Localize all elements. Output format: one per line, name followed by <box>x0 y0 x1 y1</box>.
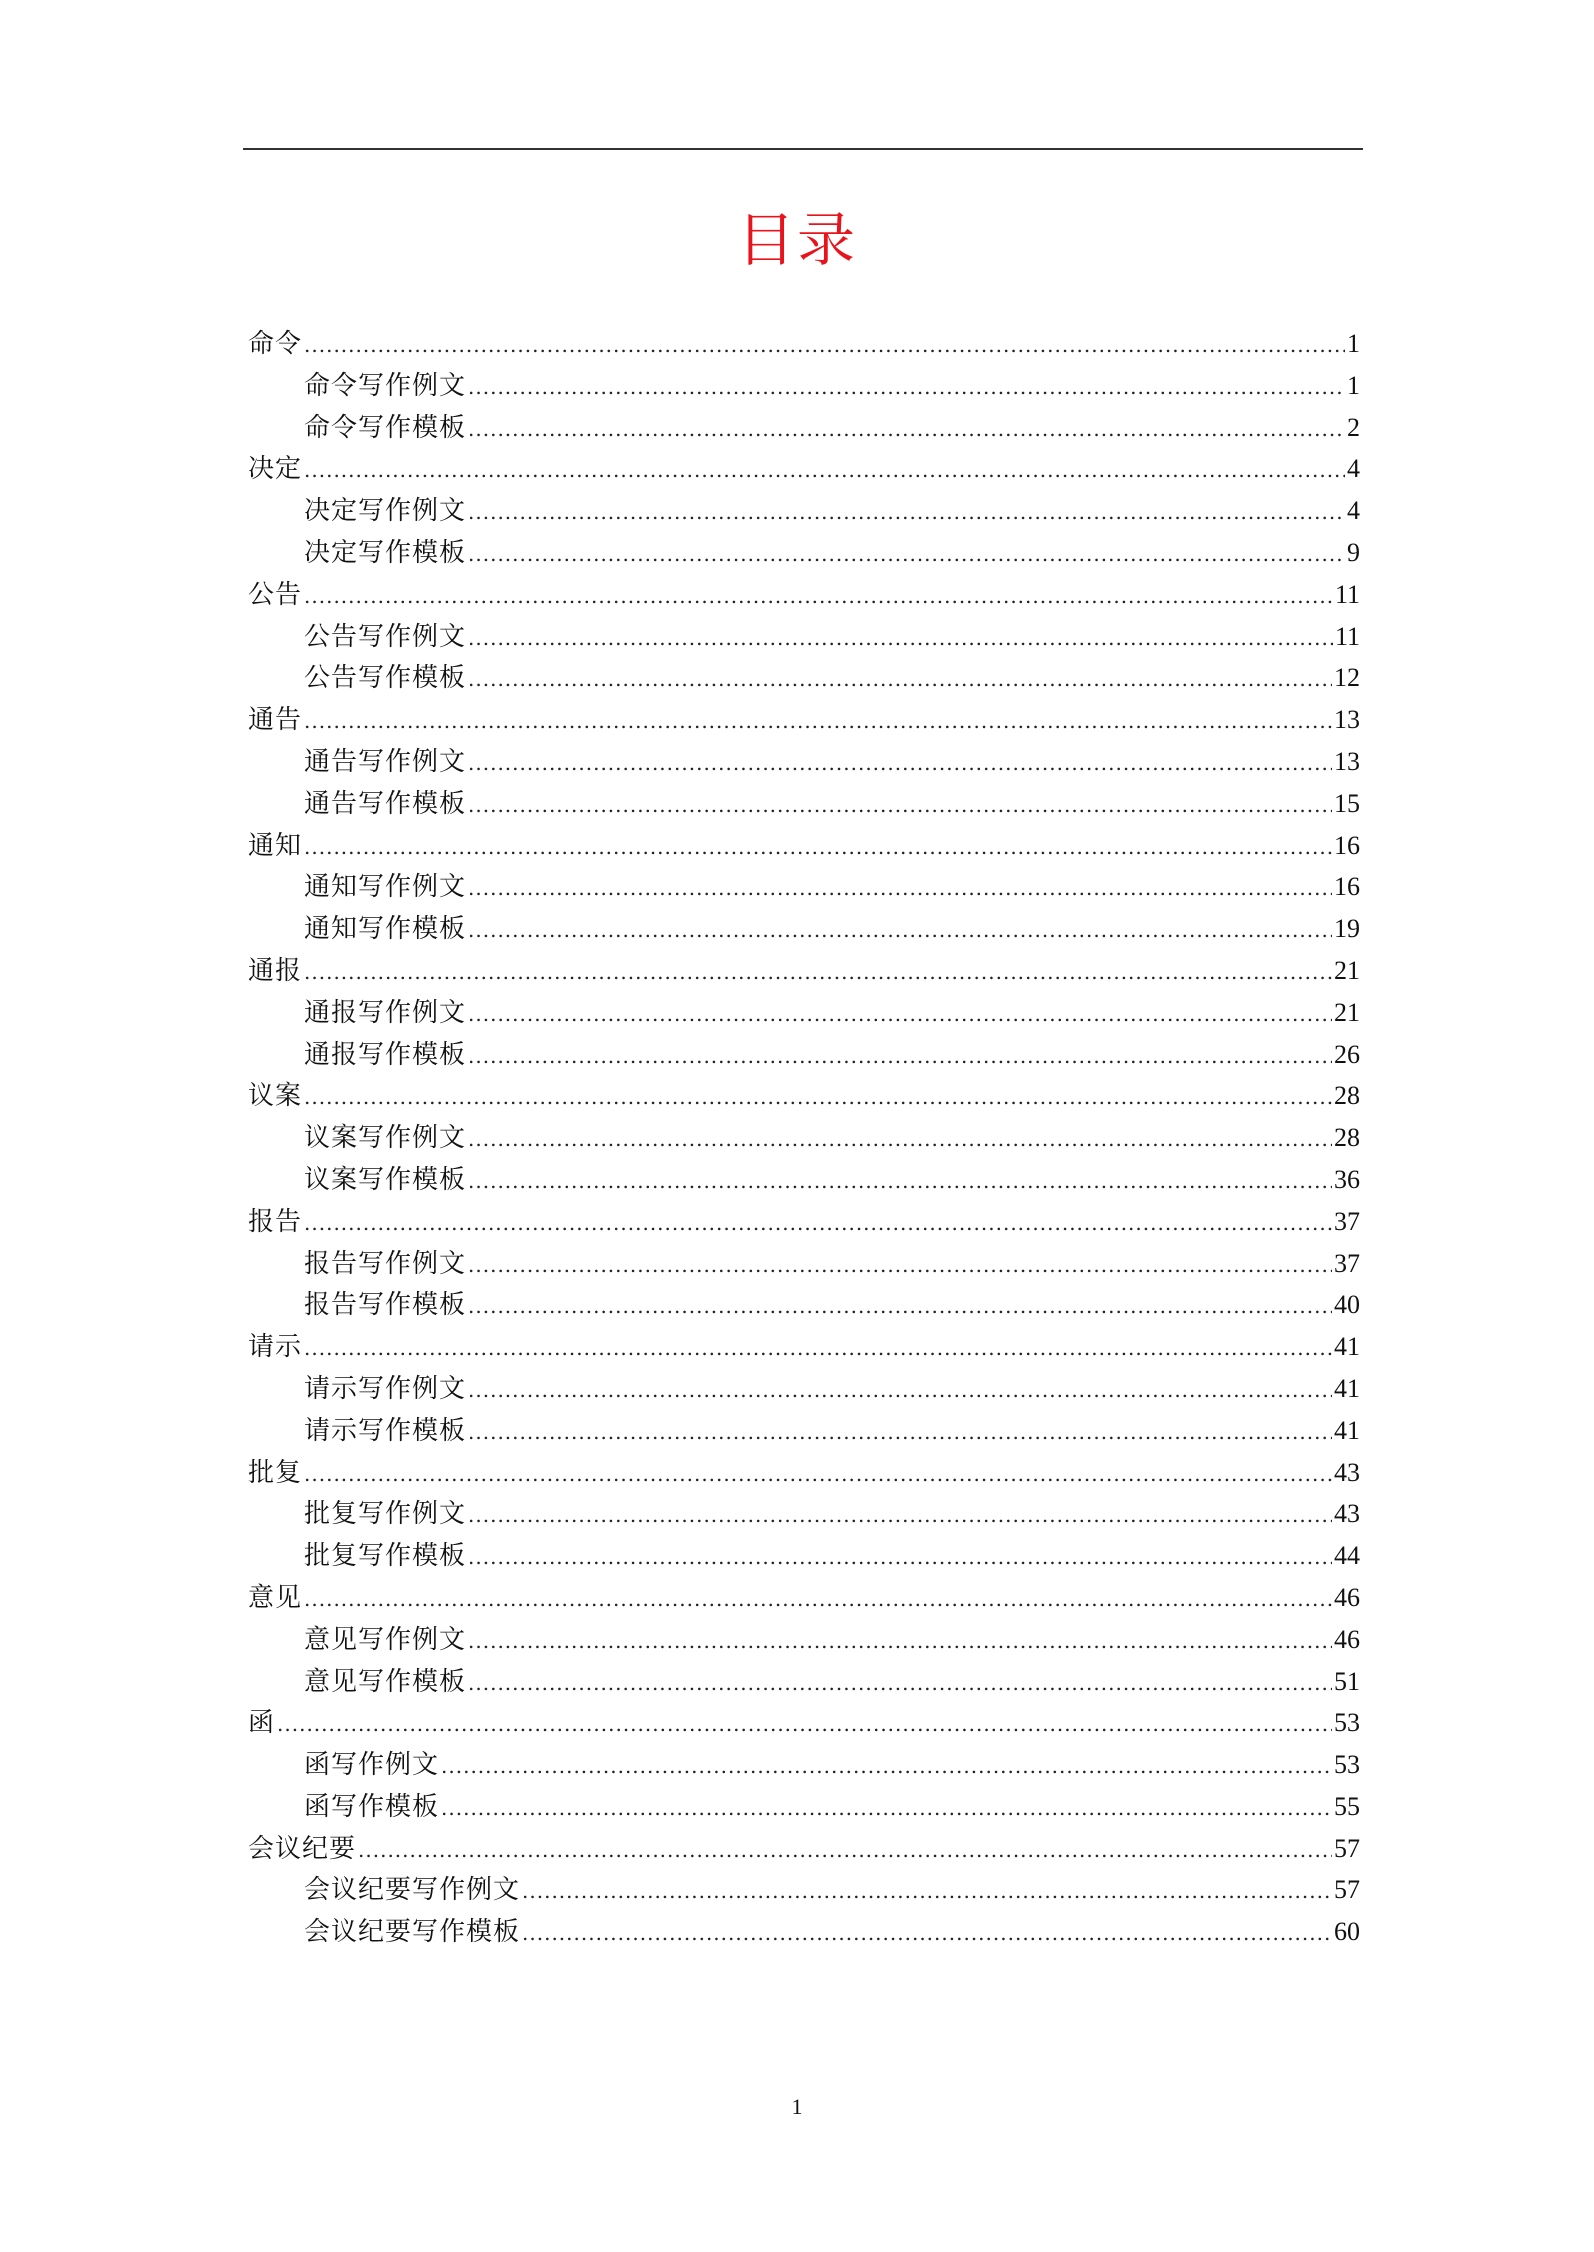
toc-dot-leader <box>468 743 1332 785</box>
toc-dot-leader <box>468 1537 1332 1579</box>
toc-entry-page-number: 41 <box>1334 1373 1360 1403</box>
toc-dot-leader <box>522 1871 1332 1913</box>
toc-section-entry[interactable] <box>248 1535 1360 1577</box>
toc-entry-page-number: 11 <box>1334 621 1360 651</box>
toc-entry-page-number: 60 <box>1334 1917 1360 1947</box>
toc-entry-page-number: 16 <box>1334 872 1360 902</box>
toc-dot-leader <box>468 868 1332 910</box>
toc-entry-page-number: 43 <box>1334 1499 1360 1529</box>
toc-entry-page-number: 21 <box>1334 955 1360 985</box>
toc-entry-label: 会议纪要 <box>248 1833 357 1864</box>
toc-section-entry[interactable] <box>248 1243 1360 1285</box>
toc-dot-leader <box>468 409 1345 451</box>
toc-chapter-entry[interactable] <box>248 1326 1360 1368</box>
toc-entry-page-number: 13 <box>1334 705 1360 735</box>
toc-dot-leader <box>468 1119 1332 1161</box>
toc-entry-page-number: 19 <box>1334 914 1360 944</box>
toc-section-entry[interactable] <box>248 1117 1360 1159</box>
toc-dot-leader <box>304 325 1345 367</box>
toc-entry-label: 通知写作模板 <box>304 914 467 945</box>
toc-dot-leader <box>468 1245 1332 1287</box>
toc-dot-leader <box>304 450 1345 492</box>
toc-entry-page-number: 53 <box>1334 1750 1360 1780</box>
toc-entry-label: 函写作例文 <box>304 1750 440 1781</box>
toc-dot-leader <box>468 1161 1332 1203</box>
toc-entry-label: 通告写作模板 <box>304 788 467 819</box>
toc-list <box>248 323 1360 1953</box>
toc-entry-label: 通知写作例文 <box>304 872 467 903</box>
toc-chapter-entry[interactable] <box>248 950 1360 992</box>
toc-section-entry[interactable] <box>248 1034 1360 1076</box>
toc-entry-page-number: 13 <box>1334 746 1360 776</box>
toc-entry-label: 报告写作模板 <box>304 1290 467 1321</box>
toc-entry-page-number: 57 <box>1334 1833 1360 1863</box>
toc-entry-page-number: 1 <box>1347 329 1360 358</box>
toc-entry-label: 议案写作例文 <box>304 1123 467 1154</box>
toc-entry-page-number: 57 <box>1334 1875 1360 1905</box>
toc-dot-leader <box>468 1286 1332 1328</box>
toc-entry-page-number: 16 <box>1334 830 1360 860</box>
toc-entry-label: 会议纪要写作例文 <box>304 1875 521 1906</box>
toc-entry-page-number: 12 <box>1334 663 1360 693</box>
toc-entry-page-number: 4 <box>1347 454 1360 484</box>
toc-entry-page-number: 51 <box>1334 1666 1360 1696</box>
page-number: 1 <box>791 2094 803 2119</box>
toc-chapter-entry[interactable] <box>248 574 1360 616</box>
toc-chapter-entry[interactable] <box>248 1577 1360 1619</box>
toc-entry-page-number: 11 <box>1334 579 1360 609</box>
toc-entry-label: 通告 <box>248 705 303 736</box>
toc-entry-label: 通报写作例文 <box>304 997 467 1028</box>
toc-dot-leader <box>304 1328 1332 1370</box>
toc-dot-leader <box>468 1412 1332 1454</box>
toc-title: 目录 <box>736 206 857 274</box>
toc-section-entry[interactable] <box>248 1159 1360 1201</box>
toc-entry-page-number: 15 <box>1334 788 1360 818</box>
toc-chapter-entry[interactable] <box>248 1828 1360 1870</box>
toc-section-entry[interactable] <box>248 783 1360 825</box>
toc-dot-leader <box>468 1036 1332 1078</box>
toc-chapter-entry[interactable] <box>248 1075 1360 1117</box>
toc-section-entry[interactable] <box>248 1661 1360 1703</box>
toc-entry-page-number: 41 <box>1334 1332 1360 1362</box>
toc-entry-page-number: 55 <box>1334 1791 1360 1821</box>
toc-entry-label: 命令 <box>248 329 303 359</box>
toc-entry-label: 公告 <box>248 579 303 610</box>
toc-entry-page-number: 36 <box>1334 1164 1360 1194</box>
toc-dot-leader <box>304 1203 1332 1245</box>
toc-entry-label: 通告写作例文 <box>304 746 467 777</box>
toc-dot-leader <box>468 910 1332 952</box>
toc-dot-leader <box>277 1704 1332 1746</box>
toc-section-entry[interactable] <box>248 1869 1360 1911</box>
toc-entry-label: 报告写作例文 <box>304 1248 467 1279</box>
toc-chapter-entry[interactable] <box>248 323 1360 365</box>
toc-entry-label: 决定写作例文 <box>304 496 467 527</box>
toc-entry-page-number: 44 <box>1334 1541 1360 1571</box>
toc-entry-page-number: 46 <box>1334 1624 1360 1654</box>
toc-section-entry[interactable] <box>248 407 1360 449</box>
toc-entry-label: 意见写作模板 <box>304 1666 467 1697</box>
toc-chapter-entry[interactable] <box>248 1452 1360 1494</box>
toc-entry-page-number: 4 <box>1347 496 1360 526</box>
toc-section-entry[interactable] <box>248 1744 1360 1786</box>
toc-entry-label: 议案写作模板 <box>304 1164 467 1195</box>
toc-entry-page-number: 26 <box>1334 1039 1360 1069</box>
toc-dot-leader <box>304 701 1332 743</box>
toc-dot-leader <box>468 1370 1332 1412</box>
toc-dot-leader <box>468 367 1345 409</box>
toc-entry-label: 公告写作模板 <box>304 663 467 694</box>
toc-section-entry[interactable] <box>248 1284 1360 1326</box>
toc-section-entry[interactable] <box>248 1410 1360 1452</box>
toc-entry-label: 议案 <box>248 1081 303 1112</box>
toc-dot-leader <box>468 492 1345 534</box>
toc-dot-leader <box>468 618 1333 660</box>
toc-chapter-entry[interactable] <box>248 699 1360 741</box>
toc-entry-label: 决定 <box>248 454 303 485</box>
toc-entry-page-number: 2 <box>1347 412 1360 442</box>
toc-entry-page-number: 43 <box>1334 1457 1360 1487</box>
toc-section-entry[interactable] <box>248 1619 1360 1661</box>
toc-entry-label: 批复 <box>248 1457 303 1488</box>
toc-entry-label: 意见写作例文 <box>304 1624 467 1655</box>
toc-section-entry[interactable] <box>248 1493 1360 1535</box>
toc-entry-page-number: 40 <box>1334 1290 1360 1320</box>
toc-section-entry[interactable] <box>248 908 1360 950</box>
toc-entry-label: 意见 <box>248 1582 303 1613</box>
toc-entry-label: 请示写作模板 <box>304 1415 467 1446</box>
toc-chapter-entry[interactable] <box>248 1201 1360 1243</box>
toc-dot-leader <box>468 785 1332 827</box>
toc-dot-leader <box>468 659 1332 701</box>
toc-entry-label: 决定写作模板 <box>304 537 467 568</box>
toc-chapter-entry[interactable] <box>248 825 1360 867</box>
toc-entry-label: 函 <box>248 1708 276 1739</box>
toc-dot-leader <box>304 827 1332 869</box>
toc-dot-leader <box>468 1663 1332 1705</box>
toc-dot-leader <box>358 1830 1332 1872</box>
toc-dot-leader <box>441 1788 1332 1830</box>
toc-section-entry[interactable] <box>248 490 1360 532</box>
toc-entry-label: 通知 <box>248 830 303 861</box>
toc-entry-label: 批复写作例文 <box>304 1499 467 1530</box>
toc-entry-label: 通报 <box>248 955 303 986</box>
toc-entry-page-number: 37 <box>1334 1248 1360 1278</box>
toc-dot-leader <box>304 1454 1332 1496</box>
header-rule <box>243 148 1363 150</box>
toc-section-entry[interactable] <box>248 1911 1360 1953</box>
toc-entry-page-number: 37 <box>1334 1206 1360 1236</box>
toc-entry-label: 通报写作模板 <box>304 1039 467 1070</box>
toc-dot-leader <box>468 994 1332 1036</box>
toc-dot-leader <box>304 952 1332 994</box>
toc-dot-leader <box>468 1621 1332 1663</box>
toc-section-entry[interactable] <box>248 1368 1360 1410</box>
toc-entry-page-number: 1 <box>1347 370 1360 400</box>
toc-entry-label: 公告写作例文 <box>304 621 467 652</box>
toc-entry-label: 请示写作例文 <box>304 1373 467 1404</box>
toc-section-entry[interactable] <box>248 657 1360 699</box>
toc-entry-page-number: 46 <box>1334 1582 1360 1612</box>
toc-section-entry[interactable] <box>248 741 1360 783</box>
toc-entry-page-number: 53 <box>1334 1708 1360 1738</box>
toc-entry-label: 命令写作例文 <box>304 370 467 401</box>
toc-entry-label: 函写作模板 <box>304 1791 440 1822</box>
toc-entry-label: 批复写作模板 <box>304 1541 467 1572</box>
toc-entry-label: 命令写作模板 <box>304 412 467 443</box>
toc-dot-leader <box>522 1913 1332 1955</box>
toc-dot-leader <box>304 1077 1332 1119</box>
toc-entry-page-number: 41 <box>1334 1415 1360 1445</box>
toc-entry-label: 会议纪要写作模板 <box>304 1917 521 1948</box>
toc-section-entry[interactable] <box>248 532 1360 574</box>
toc-dot-leader <box>441 1746 1332 1788</box>
toc-entry-label: 请示 <box>248 1332 303 1363</box>
toc-section-entry[interactable] <box>248 992 1360 1034</box>
toc-entry-label: 报告 <box>248 1206 303 1237</box>
toc-section-entry[interactable] <box>248 365 1360 407</box>
toc-section-entry[interactable] <box>248 866 1360 908</box>
toc-dot-leader <box>468 1495 1332 1537</box>
toc-chapter-entry[interactable] <box>248 448 1360 490</box>
toc-section-entry[interactable] <box>248 616 1360 658</box>
toc-dot-leader <box>468 534 1345 576</box>
toc-entry-page-number: 28 <box>1334 1081 1360 1111</box>
toc-dot-leader <box>304 576 1333 618</box>
toc-entry-page-number: 9 <box>1347 537 1360 567</box>
toc-dot-leader <box>304 1579 1332 1621</box>
toc-entry-page-number: 28 <box>1334 1123 1360 1153</box>
toc-chapter-entry[interactable] <box>248 1702 1360 1744</box>
toc-section-entry[interactable] <box>248 1786 1360 1828</box>
toc-entry-page-number: 21 <box>1334 997 1360 1027</box>
